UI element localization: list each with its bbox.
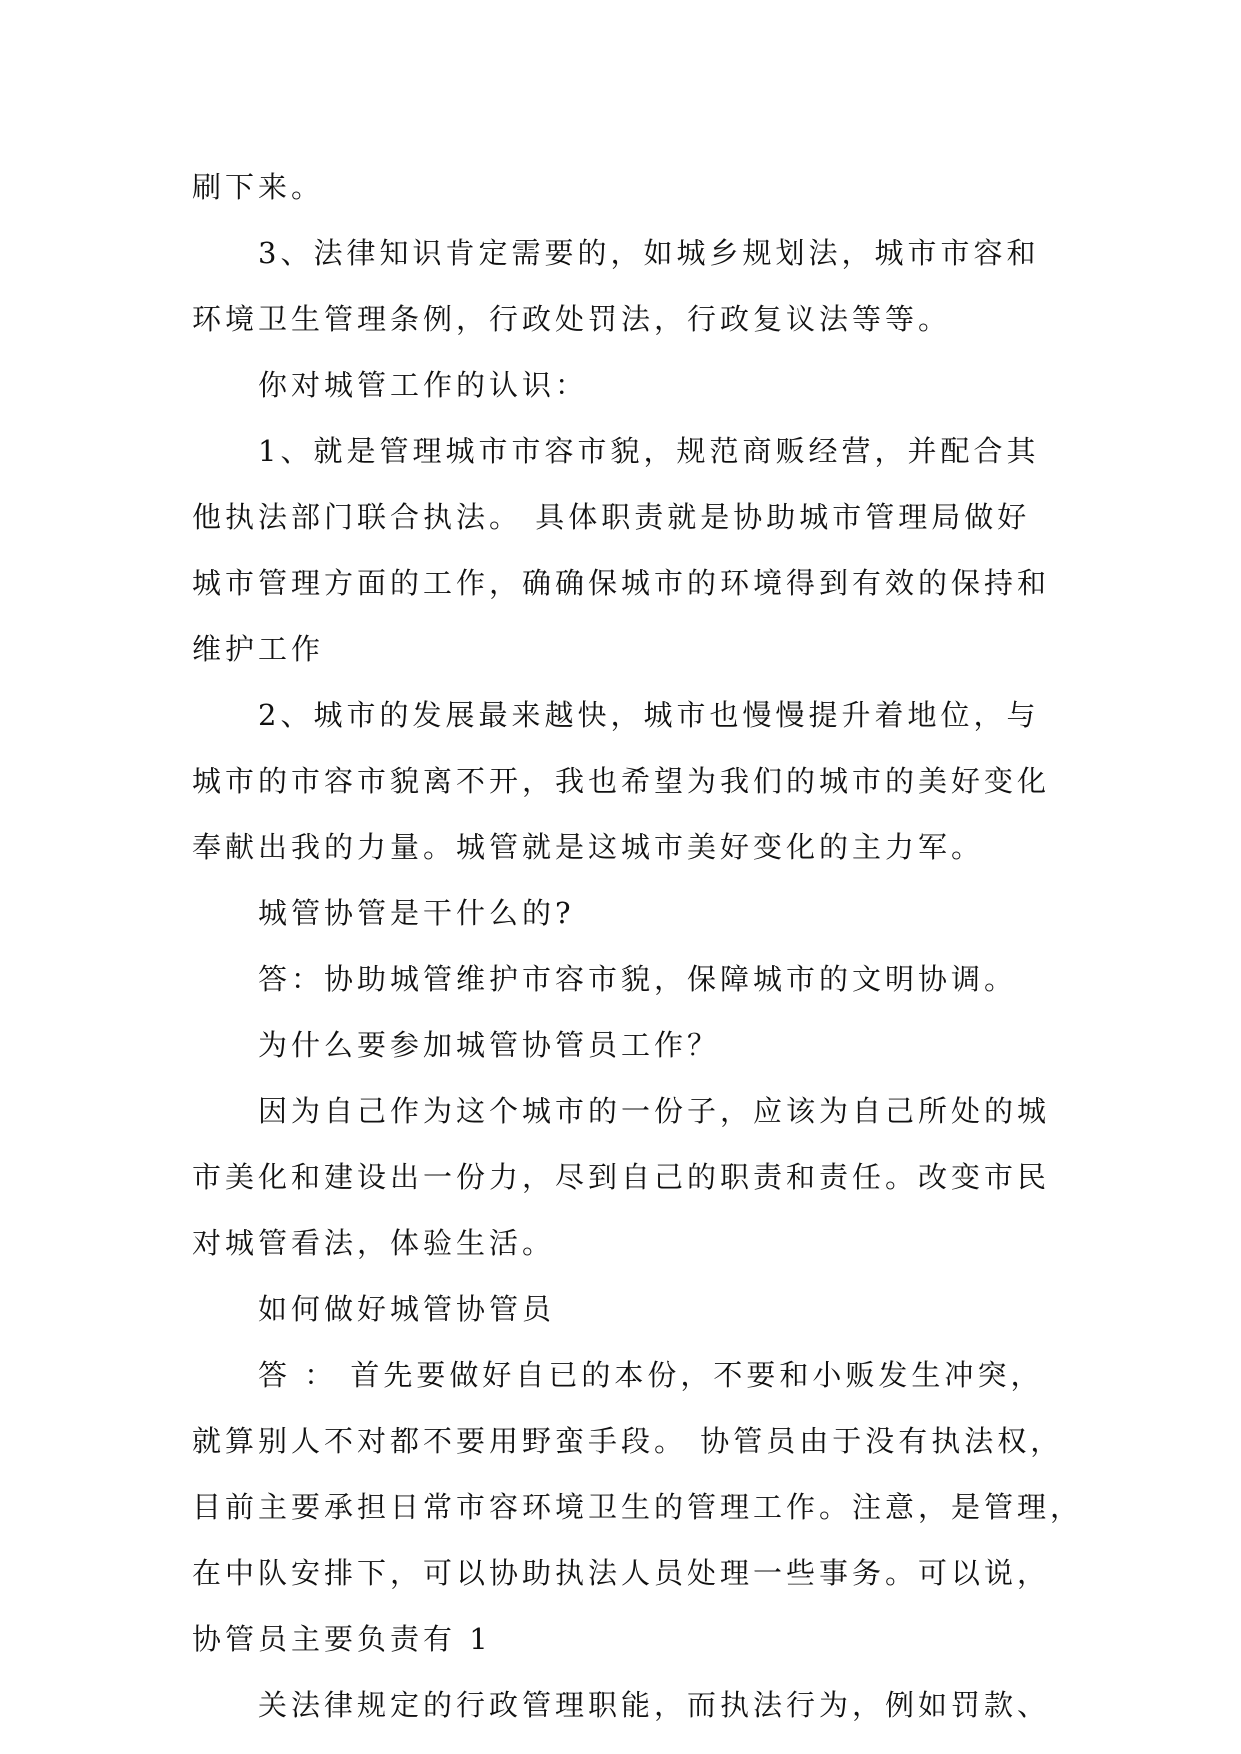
text-line-20: 就算别人不对都不要用野蛮手段。 协管员由于没有执法权， [192,1424,1064,1458]
text-line-9: 2、城市的发展最来越快，城市也慢慢提升着地位，与 [258,698,1040,732]
text-line-10: 城市的市容市貌离不开，我也希望为我们的城市的美好变化 [192,764,1051,798]
text-line-12: 城管协管是干什么的? [258,896,575,930]
text-line-13: 答：协助城管维护市容市貌，保障城市的文明协调。 [258,962,1018,996]
text-line-15: 因为自己作为这个城市的一份子，应该为自己所处的城 [258,1094,1051,1128]
text-line-14: 为什么要参加城管协管员工作？ [258,1028,721,1062]
text-line-5: 1、就是管理城市市容市貌，规范商贩经营，并配合其 [258,434,1040,468]
text-line-4: 你对城管工作的认识： [258,368,589,402]
text-line-24: 关法律规定的行政管理职能，而执法行为，例如罚款、 [258,1688,1051,1722]
text-line-21: 目前主要承担日常市容环境卫生的管理工作。注意，是管理， [192,1490,1084,1524]
text-line-11: 奉献出我的力量。城管就是这城市美好变化的主力军。 [192,830,985,864]
text-line-1: 刷下来。 [192,170,325,204]
text-line-7: 城市管理方面的工作，确确保城市的环境得到有效的保持和 [192,566,1051,600]
text-line-6: 他执法部门联合执法。 具体职责就是协助城市管理局做好 [192,500,1031,534]
text-line-17: 对城管看法，体验生活。 [192,1226,556,1260]
text-line-8: 维护工作 [192,632,325,666]
text-line-16: 市美化和建设出一份力，尽到自己的职责和责任。改变市民 [192,1160,1051,1194]
text-line-23: 协管员主要负责有 1 [192,1622,492,1656]
text-line-19: 答 ： 首先要做好自已的本份，不要和小贩发生冲突， [258,1358,1044,1392]
text-line-22: 在中队安排下，可以协助执法人员处理一些事务。可以说， [192,1556,1051,1590]
text-line-3: 环境卫生管理条例，行政处罚法，行政复议法等等。 [192,302,952,336]
text-line-18: 如何做好城管协管员 [258,1292,556,1326]
text-line-2: 3、法律知识肯定需要的，如城乡规划法，城市市容和 [258,236,1040,270]
document-body [192,154,1084,1738]
